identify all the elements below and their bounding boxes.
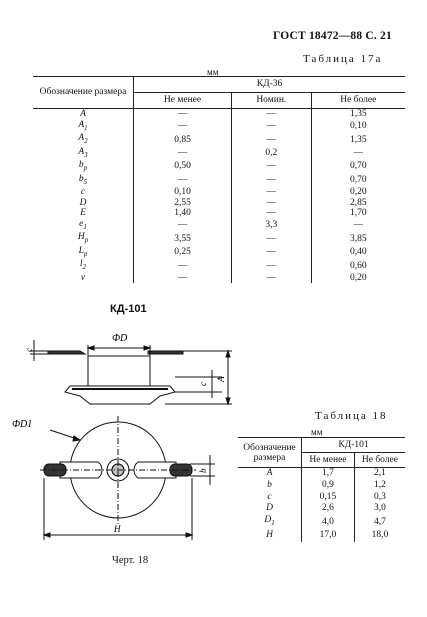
cell-max: 0,70 xyxy=(349,174,367,185)
cell-sym: D xyxy=(33,198,134,209)
cell-sym: D xyxy=(238,503,302,515)
cell-min: — xyxy=(134,120,232,133)
cell-max: 1,35 xyxy=(349,109,367,119)
label-H: H xyxy=(114,524,121,534)
table-row xyxy=(238,503,405,515)
cell-nom: — xyxy=(232,174,312,187)
cell-nom: — xyxy=(232,120,312,133)
cell-nom: — xyxy=(232,273,312,284)
cell-max: 0,70 xyxy=(349,161,367,172)
col-label: Обозначение размера xyxy=(33,77,134,109)
cell-min: — xyxy=(134,109,232,120)
t18-subheader-min: Не менее xyxy=(302,453,355,468)
figure-title: КД-101 xyxy=(110,303,147,315)
cell-sym: A xyxy=(33,109,134,120)
cell-nom: — xyxy=(232,246,312,259)
table-row xyxy=(238,480,405,492)
cell-sym: A xyxy=(238,468,302,480)
t18-col-label: Обозначение размера xyxy=(238,438,302,468)
cell-max: 0,3 xyxy=(373,491,386,502)
side-view xyxy=(30,340,232,404)
t18-subheader-max: Не более xyxy=(354,453,405,468)
cell-sym: $D_1$ xyxy=(238,515,302,530)
label-phiD1: ФD1 xyxy=(12,419,33,430)
table-17a-caption: Таблица 17а xyxy=(303,53,383,65)
cell-sym: H xyxy=(238,530,302,542)
page-header: ГОСТ 18472—88 С. 21 xyxy=(273,30,392,42)
cell-min: 2,55 xyxy=(134,198,232,209)
figure-caption: Черт. 18 xyxy=(112,555,149,566)
cell-nom: — xyxy=(232,187,312,198)
table-18-unit: мм xyxy=(311,427,323,437)
cell-min: 0,15 xyxy=(302,492,355,504)
table-row xyxy=(238,492,405,504)
label-c-right: c xyxy=(198,382,208,386)
cell-min: 2,6 xyxy=(302,503,355,515)
table-row xyxy=(238,515,405,530)
cell-min: — xyxy=(134,147,232,160)
cell-min: 17,0 xyxy=(302,530,355,542)
cell-nom: 3,3 xyxy=(232,219,312,232)
cell-nom: 0,2 xyxy=(232,147,312,160)
cell-sym: v xyxy=(33,273,134,284)
cell-max: 1,70 xyxy=(349,208,367,219)
cell-sym: $A_2$ xyxy=(33,133,134,146)
table-17a-unit: мм xyxy=(207,67,219,77)
cell-min: 0,9 xyxy=(302,480,355,492)
cell-max: 0,20 xyxy=(349,272,367,283)
cell-sym: $H_p$ xyxy=(33,232,134,245)
cell-sym: $A_3$ xyxy=(33,147,134,160)
cell-max: 0,10 xyxy=(349,121,367,132)
cell-min: 0,25 xyxy=(134,246,232,259)
label-b: b xyxy=(198,468,208,473)
cell-sym: $A_1$ xyxy=(33,120,134,133)
cell-min: 4,0 xyxy=(302,515,355,530)
cell-nom: — xyxy=(232,133,312,146)
cell-nom: — xyxy=(232,232,312,245)
cell-sym: b xyxy=(238,480,302,492)
cell-nom: — xyxy=(232,109,312,120)
cell-max: 1,35 xyxy=(349,134,367,145)
cell-sym: c xyxy=(33,187,134,198)
cell-sym: $e_1$ xyxy=(33,219,134,232)
label-c-left: c xyxy=(24,348,34,352)
cell-sym: $l_2$ xyxy=(33,259,134,272)
cell-max: 2,1 xyxy=(373,468,386,478)
cell-min: — xyxy=(134,259,232,272)
subheader-nom: Номин. xyxy=(232,93,312,109)
cell-max: — xyxy=(353,148,364,158)
table-row xyxy=(238,530,405,542)
cell-min: 0,50 xyxy=(134,160,232,173)
cell-sym: c xyxy=(238,492,302,504)
cell-max: — xyxy=(353,220,364,231)
top-view xyxy=(40,416,215,540)
cell-nom: — xyxy=(232,160,312,173)
table-row xyxy=(238,468,405,480)
table-18-caption: Таблица 18 xyxy=(315,410,388,422)
cell-nom: — xyxy=(232,259,312,272)
cell-sym: $L_p$ xyxy=(33,246,134,259)
body-rect xyxy=(88,356,150,386)
cell-max: 2,85 xyxy=(349,197,367,208)
t18-type-header: КД-101 xyxy=(302,438,406,453)
cell-max: 3,0 xyxy=(373,503,386,514)
cell-min: 1,7 xyxy=(302,468,355,480)
cell-sym: $b_5$ xyxy=(33,174,134,187)
cell-sym: $b_p$ xyxy=(33,160,134,173)
cell-max: 1,2 xyxy=(373,479,386,490)
cell-min: 0,85 xyxy=(134,133,232,146)
label-A: A xyxy=(216,376,226,382)
type-header: КД-36 xyxy=(134,77,406,93)
label-phiD: ФD xyxy=(112,333,128,344)
cell-max: 0,60 xyxy=(349,260,367,271)
cell-min: — xyxy=(134,273,232,284)
subheader-max: Не более xyxy=(311,93,405,109)
cell-max: 0,40 xyxy=(349,247,367,258)
cell-nom: — xyxy=(232,198,312,209)
cell-min: 3,55 xyxy=(134,232,232,245)
cell-max: 18,0 xyxy=(371,529,389,540)
cell-sym: E xyxy=(33,208,134,219)
cell-max: 3,85 xyxy=(349,233,367,244)
cell-min: — xyxy=(134,174,232,187)
cell-max: 0,20 xyxy=(349,187,367,198)
cell-min: — xyxy=(134,219,232,232)
left-lead xyxy=(48,351,85,354)
subheader-min: Не менее xyxy=(134,93,232,109)
cell-min: 1,40 xyxy=(134,208,232,219)
table-18 xyxy=(238,437,405,542)
cell-max: 4,7 xyxy=(373,516,386,527)
cell-nom: — xyxy=(232,208,312,219)
cell-min: 0,10 xyxy=(134,187,232,198)
